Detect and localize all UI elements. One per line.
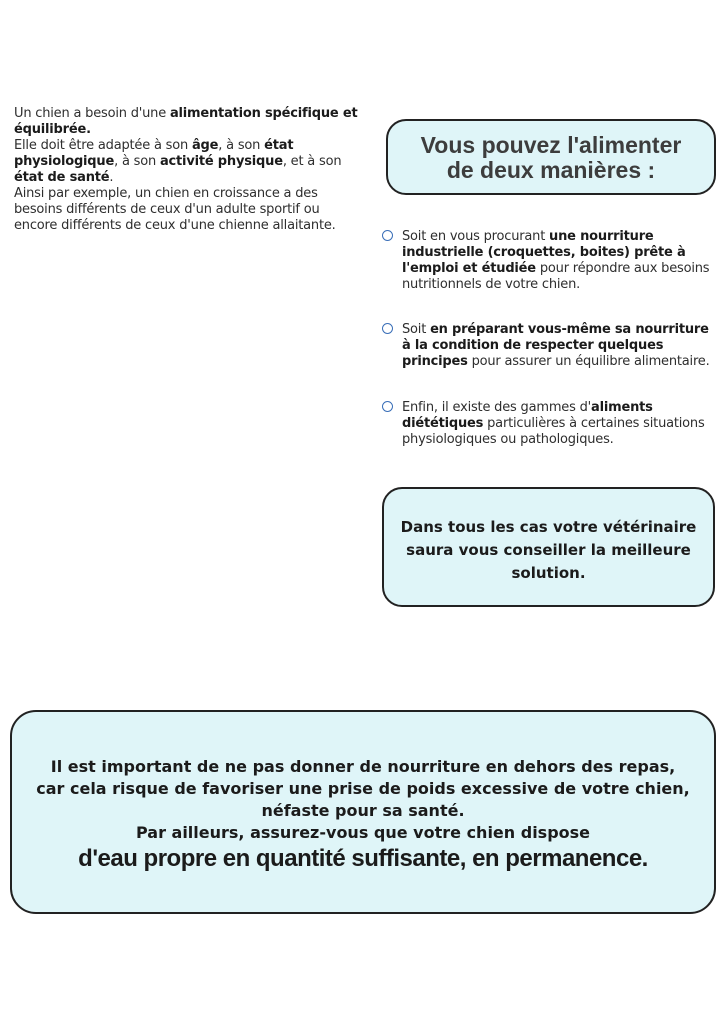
intro-text <box>14 106 359 234</box>
circle-bullet-icon <box>382 323 393 334</box>
title-line-2: de deux manières : <box>446 157 656 183</box>
water-notice: d'eau propre en quantité suffisante, en permanence. <box>78 845 648 872</box>
vet-advice-box: Dans tous les cas votre vétérinaire saura vous conseiller la meilleure solution. <box>382 487 715 607</box>
intro-paragraph-3: Ainsi par exemple, un chien en croissance a des besoins différents de ceux d'un adulte sportif ou encore différents de ceux d'une chienne allaitante. <box>14 186 336 233</box>
circle-bullet-icon <box>382 230 393 241</box>
option-homemade-food: Soit en préparant vous-même sa nourriture à la condition de respecter quelques principes pour assurer un équilibre alimentaire. <box>380 322 720 370</box>
feeding-title-box <box>386 119 716 195</box>
intro-paragraph-1: Un chien a besoin d'une alimentation spécifique et équilibrée. <box>14 106 358 137</box>
circle-bullet-icon <box>382 401 393 412</box>
intro-paragraph-2: Elle doit être adaptée à son âge, à son état physiologique, à son activité physique, et à son état de santé. <box>14 138 342 185</box>
option-dietetic-food: Enfin, il existe des gammes d'aliments diététiques particulières à certaines situations physiologiques ou pathologiques. <box>380 400 720 448</box>
important-notice-box: Il est important de ne pas donner de nourriture en dehors des repas, car cela risque de favoriser une prise de poids excessive de votre chien, néfaste pour sa santé. Par ailleurs, assurez-vous que votre chien dispose d'eau propre en quantité suffisante, en permanence. <box>10 710 716 914</box>
option-industrial-food: Soit en vous procurant une nourriture industrielle (croquettes, boites) prête à l'emploi et étudiée pour répondre aux besoins nutritionnels de votre chien. <box>380 229 720 293</box>
title-line-1: Vous pouvez l'alimenter <box>420 132 682 158</box>
